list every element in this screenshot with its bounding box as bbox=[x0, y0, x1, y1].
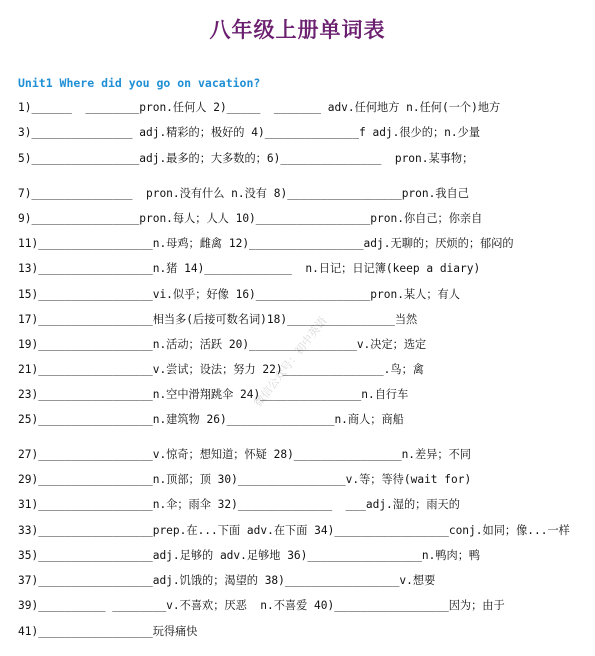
vocab-row: 31)_________________n.伞；雨伞 32)______________ ___adj.湿的；雨天的 bbox=[18, 498, 460, 511]
vocab-row: 21)_________________v.尝试；设法；努力 22)_______________.鸟；禽 bbox=[18, 363, 424, 376]
vocab-row: 33)_________________prep.在...下面 adv.在下面 34)_________________conj.如同；像...一样 bbox=[18, 524, 570, 537]
page-title: 八年级上册单词表 bbox=[209, 18, 386, 42]
vocab-row: 7)_______________ pron.没有什么 n.没有 8)_________________pron.我自己 bbox=[18, 187, 469, 200]
vocab-row: 13)_________________n.猪 14)_____________ n.日记；日记簿(keep a diary) bbox=[18, 262, 481, 275]
vocab-row: 19)_________________n.活动；活跃 20)________________v.决定；选定 bbox=[18, 338, 427, 351]
vocab-row: 3)_______________ adj.精彩的；极好的 4)______________f adj.很少的；n.少量 bbox=[18, 126, 481, 139]
vocab-row: 25)_________________n.建筑物 26)________________n.商人；商船 bbox=[18, 413, 404, 426]
vocab-row: 11)_________________n.母鸡；雌禽 12)_________________adj.无聊的；厌烦的；郁闷的 bbox=[18, 237, 514, 250]
vocab-row: 37)_________________adj.饥饿的；渴望的 38)_________________v.想要 bbox=[18, 574, 436, 587]
vocab-row: 41)_________________玩得痛快 bbox=[18, 625, 198, 638]
watermark: 微信公众号：初中英语 bbox=[251, 314, 330, 410]
vocab-row: 23)_________________n.空中滑翔跳伞 24)_______________n.自行车 bbox=[18, 388, 409, 401]
vocab-row: 1)______ ________pron.任何人 2)_____ _______ adv.任何地方 n.任何(一个)地方 bbox=[18, 101, 501, 114]
unit-heading: Unit1 Where did you go on vacation? bbox=[18, 76, 261, 90]
vocab-row: 27)_________________v.惊奇；想知道；怀疑 28)________________n.差异；不同 bbox=[18, 448, 471, 461]
vocab-row: 5)________________adj.最多的；大多数的；6)_______________ pron.某事物； bbox=[18, 152, 474, 165]
vocab-row: 17)_________________相当多(后接可数名词)18)________________当然 bbox=[18, 313, 418, 326]
vocab-row: 39)__________ ________v.不喜欢；厌恶 n.不喜爱 40)_________________因为；由于 bbox=[18, 599, 505, 612]
vocab-row: 35)_________________adj.足够的 adv.足够地 36)_________________n.鸭肉；鸭 bbox=[18, 549, 481, 562]
vocab-row: 9)________________pron.每人；人人 10)_________________pron.你自己；你亲自 bbox=[18, 212, 483, 225]
vocab-row: 29)_________________n.顶部；顶 30)________________v.等；等待(wait for) bbox=[18, 473, 472, 486]
vocab-row: 15)_________________vi.似乎；好像 16)_________________pron.某人；有人 bbox=[18, 288, 460, 301]
